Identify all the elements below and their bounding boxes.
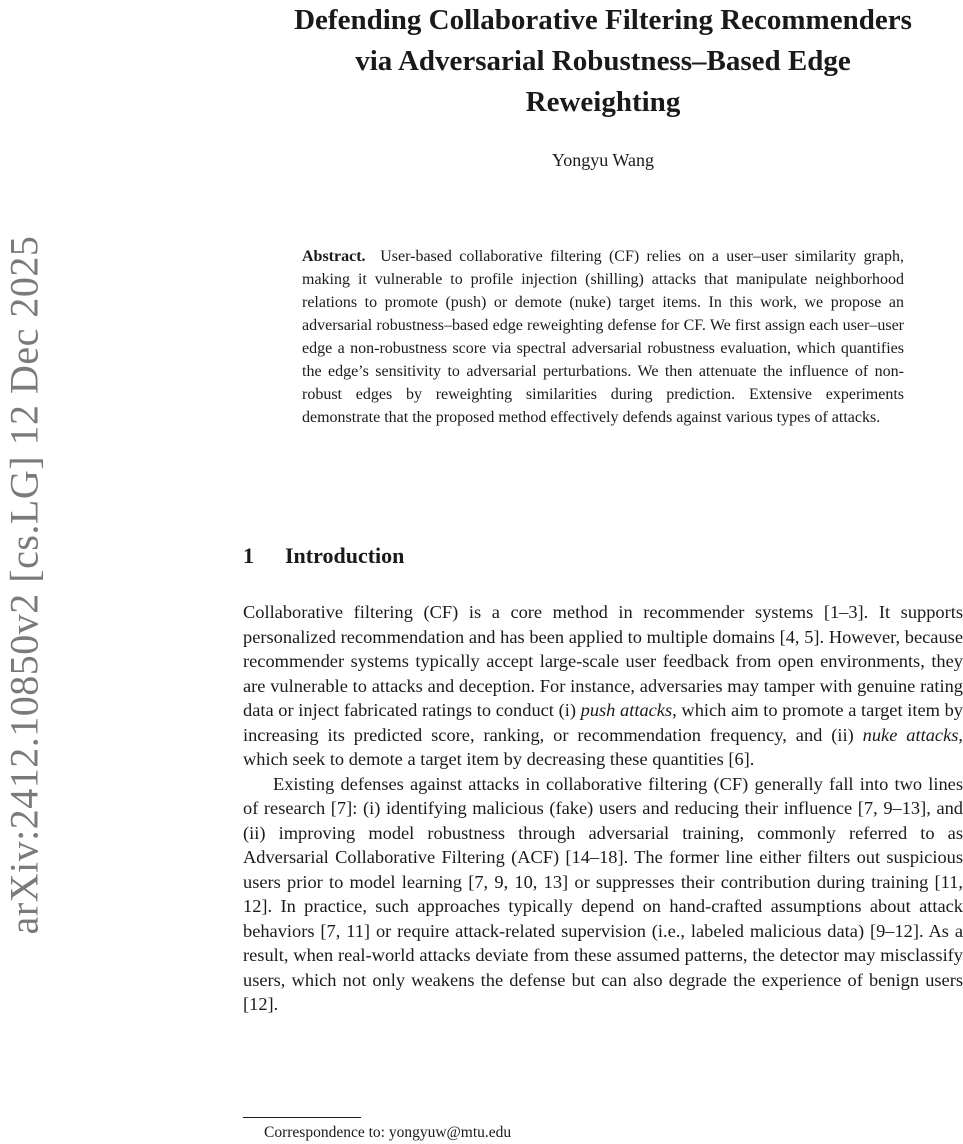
paper-title (243, 0, 963, 123)
nuke-attacks-term: nuke attacks (862, 724, 959, 745)
title-line-1: Defending Collaborative Filtering Recommenders (294, 4, 912, 36)
intro-p1-text-b: , which aim to promote a target item by increasing its predicted score, ranking, or recommendation frequency, and (ii) (243, 700, 963, 745)
push-attacks-term: push attacks (580, 700, 673, 720)
introduction-body (243, 600, 963, 1017)
intro-paragraph-2: Existing defenses against attacks in collaborative filtering (CF) generally fall into two lines of research [7]: (i) identifying malicious (fake) users and reducing their influence [7, 9–13], and (ii) improving model robustness through adversarial training, commonly referred to as Adversarial Collaborative Filtering (ACF) [14–18]. The former line either filters out suspicious users prior to model learning [7, 9, 10, 13] or suppresses their contribution during training [11, 12]. In practice, such approaches typically depend on hand-crafted assumptions about attack behaviors [7, 11] or require attack-related supervision (i.e., labeled malicious data) [9–12]. As a result, when real-world attacks deviate from these assumed patterns, the detector may misclassify users, which not only weakens the defense but can also degrade the experience of benign users [12]. (243, 773, 963, 1014)
section-heading (243, 543, 404, 569)
footnote-rule (243, 1117, 361, 1118)
intro-p1-text-a: Collaborative filtering (CF) is a core method in recommender systems [1–3]. It supports personalized recommendation and has been applied to multiple domains [4, 5]. However, because recommender systems typically accept large-scale user feedback from open environments, they are vulnerable to attacks and deception. For instance, adversaries may tamper with genuine rating data or inject fabricated ratings to conduct (i) (243, 602, 963, 720)
arxiv-identifier-text: arXiv:2412.10850v2 [cs.LG] 12 Dec 2025 (1, 235, 47, 935)
section-title: Introduction (285, 543, 405, 568)
abstract-block (302, 245, 904, 429)
section-number: 1 (243, 543, 254, 568)
abstract-label: Abstract. (302, 248, 366, 265)
footnote-correspondence: Correspondence to: yongyuw@mtu.edu (264, 1124, 512, 1141)
abstract-text: User-based collaborative filtering (CF) relies on a user–user similarity graph, making it vulnerable to profile injection (shilling) attacks that manipulate neighborhood relations to promote (push) or demote (nuke) target items. In this work, we propose an adversarial robustness–based edge reweighting defense for CF. We first assign each user–user edge a non-robustness score via spectral adversarial robustness evaluation, which quantifies the edge’s sensitivity to adversarial perturbations. We then attenuate the influence of non-robust edges by reweighting similarities during prediction. Extensive experiments demonstrate that the proposed method effectively defends against various types of attacks. (302, 248, 905, 426)
author-name: Yongyu Wang (552, 150, 654, 170)
intro-paragraph-1 (243, 600, 963, 772)
title-line-2: via Adversarial Robustness–Based Edge (355, 45, 851, 77)
intro-p1-text-c: , which seek to demote a target item by decreasing these quantities [6]. (243, 724, 963, 769)
title-line-3: Reweighting (525, 86, 681, 118)
